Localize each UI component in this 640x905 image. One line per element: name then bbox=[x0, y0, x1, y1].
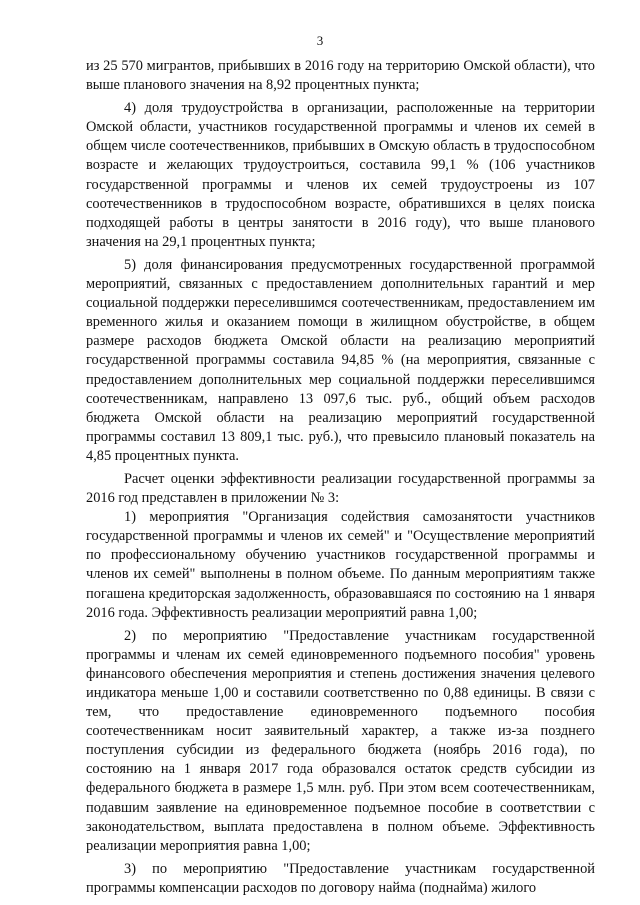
page-number: 3 bbox=[316, 33, 324, 48]
paragraph-efficiency-calculation: Расчет оценки эффективности реализации государственной программы за 2016 год представлен в приложении № 3: bbox=[86, 470, 595, 507]
document-body bbox=[86, 57, 595, 898]
paragraph-measure-2: 2) по мероприятию "Предоставление участникам государственной программы и членам их семей единовременного подъемного пособия" уровень финансового обеспечения мероприятия и степень достижения значения целевого индикатора меньше 1,00 и составили соответственно по 0,88 единицы. В связи с тем, что предоставление единовременного подъемного пособия соотечественникам носит заявительный характер, а также из-за позднего поступления субсидии из федерального бюджета (ноябрь 2016 года), по состоянию на 1 января 2017 года образовался остаток средств субсидии из федерального бюджета в размере 1,5 млн. руб. При этом всем соотечественникам, подавшим заявление на единовременное подъемное пособие в соответствии с законодательством, выплата предоставлена в полном объеме. Эффективность реализации мероприятия равна 1,00; bbox=[86, 627, 595, 854]
paragraph-item-4-employment: 4) доля трудоустройства в организации, расположенные на территории Омской области, участников государственной программы и членов их семей в общем числе соотечественников, прибывших в Омскую область в трудоспособном возрасте и желающих трудоустроиться, составила 99,1 % (106 участников государственной программы и членов их семей трудоустроены из 107 соотечественников в трудоспособном возрасте, обратившихся в целях поиска подходящей работы в центры занятости в 2016 году), что выше планового значения на 29,1 процентных пункта; bbox=[86, 100, 595, 250]
paragraph-item-5-financing: 5) доля финансирования предусмотренных государственной программой мероприятий, связанных с предоставлением дополнительных гарантий и мер социальной поддержки переселившимся соотечественникам, предоставлением им временного жилья и оказанием помощи в жилищном обустройстве, в общем размере расходов бюджета Омской области на реализацию мероприятий государственной программы составила 94,85 % (на мероприятия, связанные с предоставлением дополнительных мер социальной поддержки переселившимся соотечественникам, направлено 13 097,6 тыс. руб., общий объем расходов бюджета Омской области на реализацию мероприятий государственной программы составил 13 809,1 тыс. руб.), что превысило плановый показатель на 4,85 процентных пункта. bbox=[86, 256, 595, 464]
paragraph-measure-1: 1) мероприятия "Организация содействия самозанятости участников государственной программы и членов их семей" и "Осуществление мероприятий по профессиональному обучению участников государственной программы и членов их семей" выполнены в полном объеме. По данным мероприятиям также погашена кредиторская задолженность, образовавшаяся по состоянию на 1 января 2016 года. Эффективность реализации мероприятий равна 1,00; bbox=[86, 509, 595, 621]
paragraph-migrants-continuation: из 25 570 мигрантов, прибывших в 2016 году на территорию Омской области), что выше планового значения на 8,92 процентных пункта; bbox=[86, 58, 595, 94]
paragraph-measure-3: 3) по мероприятию "Предоставление участникам государственной программы компенсации расходов по договору найма (поднайма) жилого bbox=[86, 860, 595, 896]
